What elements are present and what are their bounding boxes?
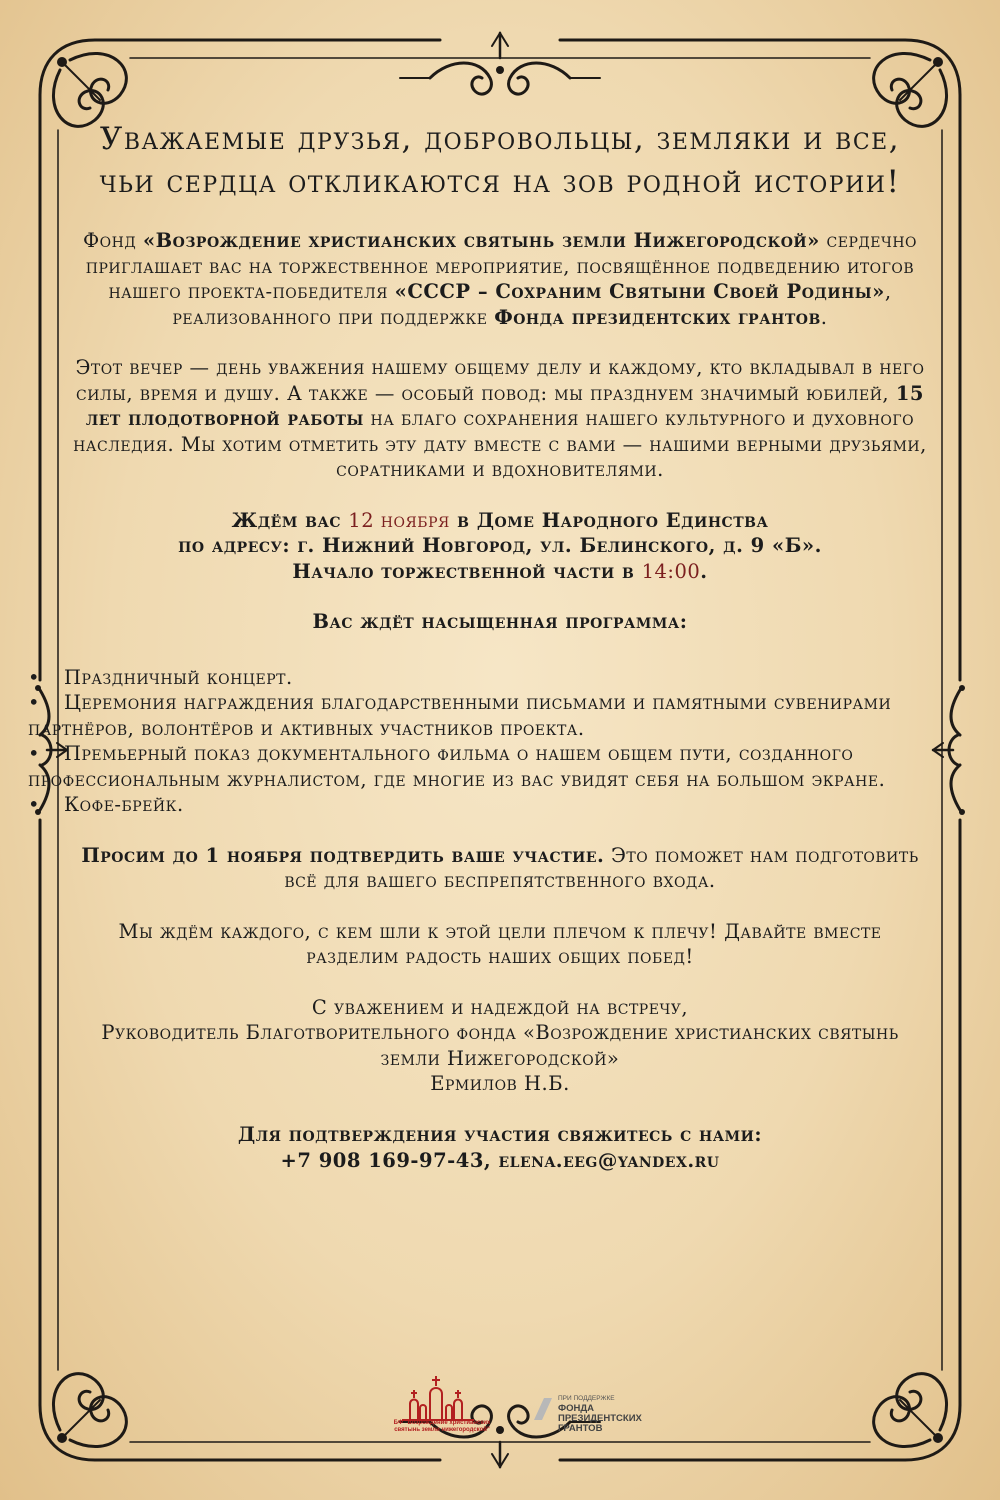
anniversary-paragraph <box>70 355 930 483</box>
fund-logo <box>390 1372 490 1450</box>
list-item: • Церемония награждения благодарственными письмами и памятными сувенирами партнёров, волонтёров и активных участников проекта. <box>28 691 892 740</box>
grant-logo-small: ПРИ ПОДДЕРЖКЕ <box>558 1395 615 1402</box>
evening-text: Этот вечер — день уважения нашему общему делу и каждому, кто вкладывал в него силы, время и душу. А также — особый повод: мы празднуем значимый юбилей, <box>75 356 925 405</box>
list-item: • Кофе-брейк. <box>28 793 184 816</box>
intro-text: , реализованного при поддержке <box>172 280 892 329</box>
grant-logo-title: ФОНДА ПРЕЗИДЕНТСКИХ ГРАНТОВ <box>558 1403 642 1434</box>
contact-heading: Для подтверждения участия свяжитесь с нами: <box>237 1122 763 1146</box>
evening-text: на благо сохранения нашего культурного и духовного наследия. Мы хотим отметить эту дату вместе с вами — нашими верными друзьями, соратниками и вдохновителями. <box>73 407 927 481</box>
intro-text: сердечно приглашает вас на торжественное мероприятие, посвящённое подведению итогов нашего проекта-победителя <box>85 229 918 303</box>
contact-details[interactable]: +7 908 169-97-43, elena.eeg@yandex.ru <box>280 1148 720 1172</box>
bullet-icon: • <box>28 691 41 714</box>
program-heading: Вас ждёт насыщенная программа: <box>312 610 688 633</box>
closing-paragraph: Мы ждём каждого, с кем шли к этой цели плечом к плечу! Давайте вместе разделим радость наших общих побед! <box>118 919 882 968</box>
grant-logo <box>530 1394 670 1444</box>
grant-emblem-icon <box>530 1394 554 1424</box>
intro-text: Фонд <box>82 229 143 252</box>
signature-block <box>70 995 930 1097</box>
project-name: «СССР – Сохраним Святыни Своей Родины» <box>394 280 885 303</box>
intro-paragraph <box>70 228 930 330</box>
list-item: • Праздничный концерт. <box>28 665 293 689</box>
event-venue: в Доме Народного Единства <box>449 508 769 532</box>
event-text: . <box>700 559 708 583</box>
bullet-icon: • <box>28 793 41 816</box>
signature-name: Ермилов Н.Б. <box>430 1072 570 1095</box>
intro-text: . <box>820 305 828 329</box>
program-list <box>28 665 908 818</box>
rsvp-paragraph <box>70 843 930 894</box>
event-date: 12 ноября <box>348 508 450 532</box>
bullet-icon: • <box>28 665 41 689</box>
anniversary-highlight: 15 лет плодотворной работы <box>85 381 924 430</box>
event-time: 14:00 <box>641 559 701 583</box>
event-text: Начало торжественной части в <box>292 559 642 583</box>
event-details <box>70 508 930 585</box>
grant-name: Фонда президентских грантов <box>494 305 821 329</box>
contact-block <box>70 1122 930 1174</box>
logos-row <box>390 1372 690 1452</box>
rsvp-deadline: Просим до 1 ноября подтвердить ваше участие. <box>81 843 605 867</box>
event-address: по адресу: г. Нижний Новгород, ул. Белинского, д. 9 «Б». <box>178 534 822 557</box>
list-item: • Премьерный показ документального фильма о нашем общем пути, созданного профессиональным журналистом, где многие из вас увидят себя на большом экране. <box>28 742 886 791</box>
church-domes-icon <box>390 1372 490 1422</box>
fund-logo-caption: БФ "Возрождение христианских святынь земли нижегородской" <box>393 1420 491 1433</box>
rsvp-text: Это поможет нам подготовить всё для вашего беспрепятственного входа. <box>284 843 919 892</box>
invitation-body <box>28 118 930 1174</box>
signature-title: Руководитель Благотворительного фонда «Возрождение христианских святынь земли Нижегородской» <box>101 1021 899 1070</box>
signature-greeting: С уважением и надеждой на встречу, <box>311 995 689 1019</box>
bullet-icon: • <box>28 742 41 765</box>
page-title: Уважаемые друзья, добровольцы, земляки и все, чьи сердца откликаются на зов родной истории! <box>99 121 901 200</box>
fund-name: «Возрождение христианских святынь земли Нижегородской» <box>142 229 820 252</box>
event-text: Ждём вас <box>231 508 349 532</box>
